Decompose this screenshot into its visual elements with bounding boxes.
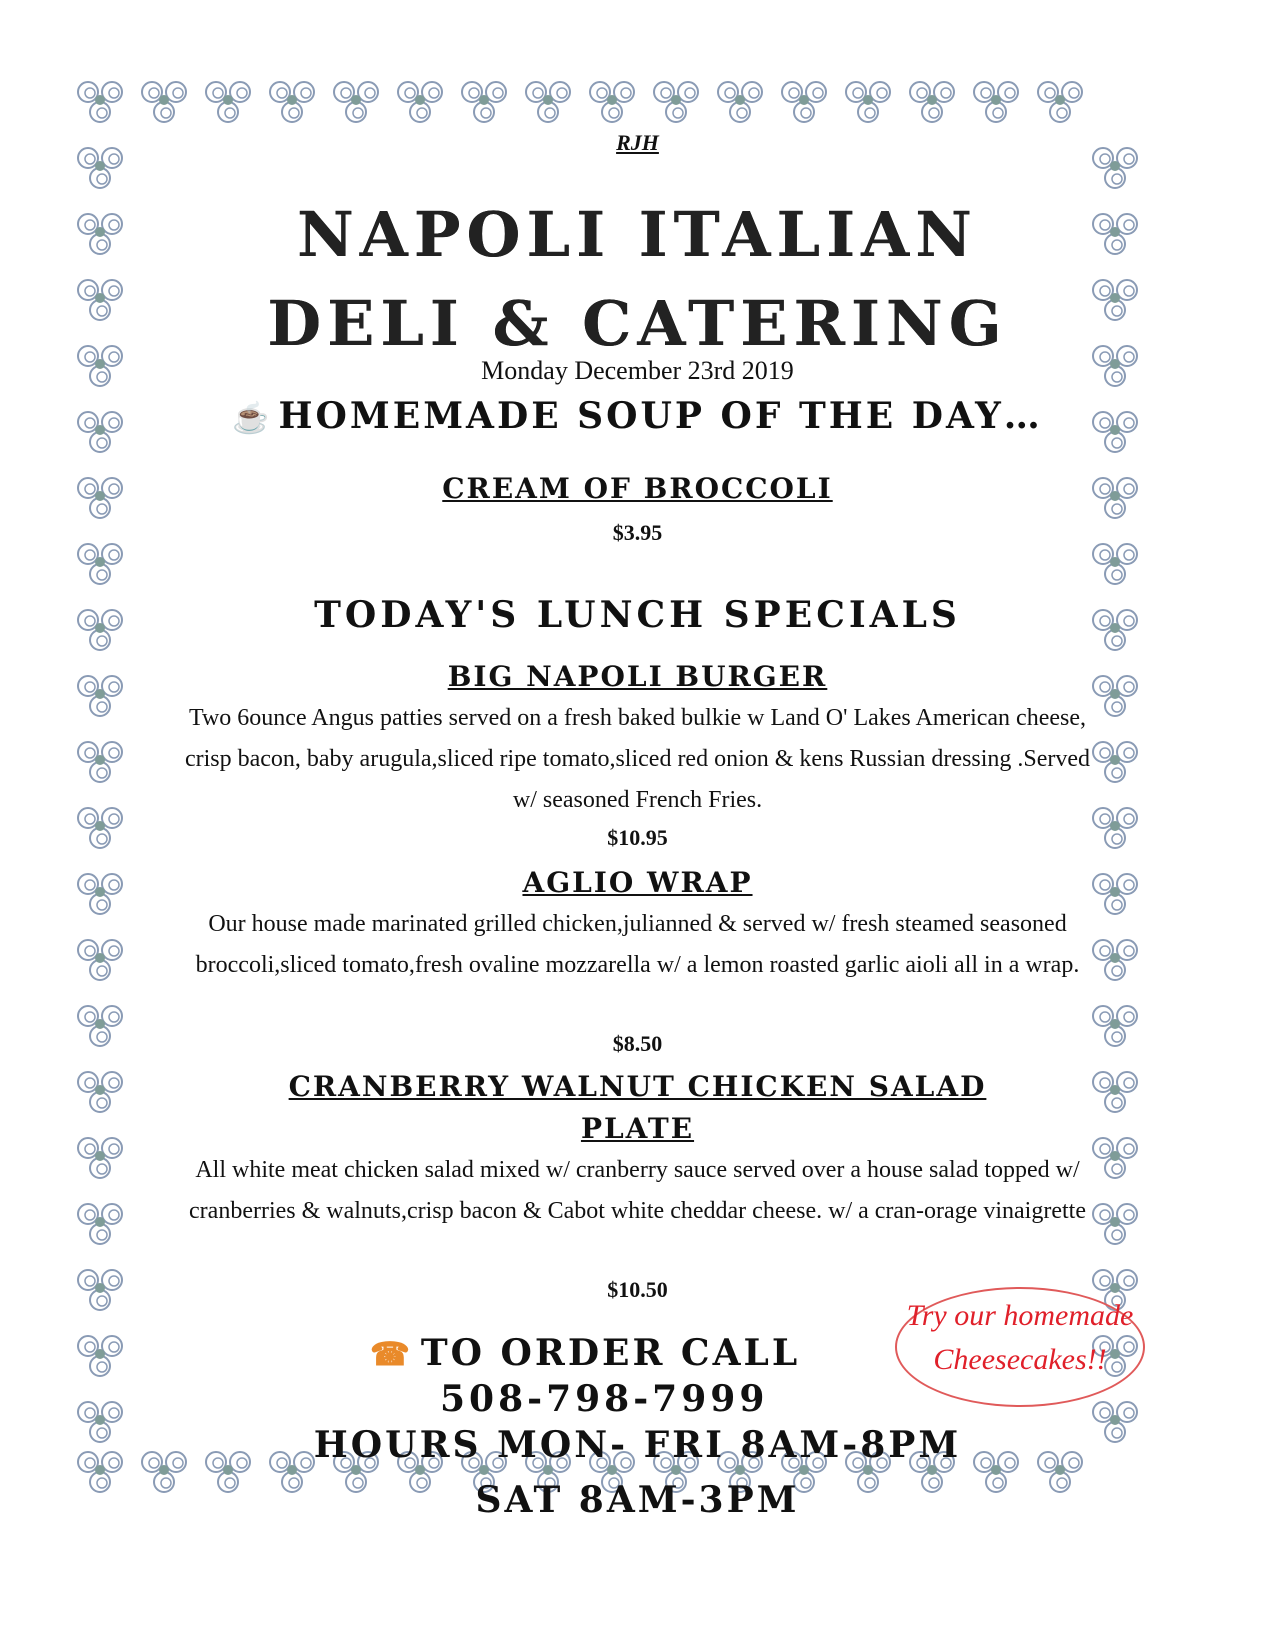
swirl-ornament xyxy=(526,82,570,122)
swirl-ornament xyxy=(334,82,378,122)
swirl-ornament xyxy=(910,82,954,122)
item-price-burger: $10.95 xyxy=(607,825,668,850)
swirl-ornament xyxy=(398,82,442,122)
page-title-line-2: DELI & CATERING xyxy=(267,287,1008,360)
menu-date: Monday December 23rd 2019 xyxy=(481,356,794,385)
swirl-ornament xyxy=(78,940,122,980)
order-phone-number: 508-798-7999 xyxy=(440,1378,769,1420)
swirl-ornament xyxy=(782,82,826,122)
swirl-ornament xyxy=(974,82,1018,122)
swirl-ornament xyxy=(78,82,122,122)
item-description-burger: Two 6ounce Angus patties served on a fresh baked bulkie w Land O' Lakes American cheese, crisp bacon, baby arugula,sliced ripe tomato,sliced red onion & kens Russian dressing .Served w/ seasoned French Fries. xyxy=(184,705,1091,813)
swirl-ornament xyxy=(206,82,250,122)
soup-heading xyxy=(0,395,1275,437)
swirl-ornament xyxy=(1093,940,1137,980)
telephone-icon: ☎ xyxy=(370,1335,413,1373)
swirl-ornament xyxy=(78,742,122,782)
swirl-ornament xyxy=(462,82,506,122)
swirl-ornament xyxy=(1038,82,1082,122)
swirl-ornament xyxy=(1093,1204,1137,1244)
initials: RJH xyxy=(616,130,659,155)
swirl-ornament xyxy=(590,82,634,122)
swirl-ornament xyxy=(78,544,122,584)
soup-name: CREAM OF BROCCOLI xyxy=(442,472,833,505)
soup-heading-text: HOMEMADE SOUP OF THE DAY… xyxy=(278,395,1043,437)
item-description-salad: All white meat chicken salad mixed w/ cranberry sauce served over a house salad topped w/ cranberries & walnuts,crisp bacon & Cabot white cheddar cheese. w/ a cran-orage vinaigrette xyxy=(189,1157,1086,1224)
swirl-ornament xyxy=(142,82,186,122)
swirl-ornament xyxy=(78,1204,122,1244)
item-name-wrap: AGLIO WRAP xyxy=(522,866,753,899)
coffee-cup-icon: ☕ xyxy=(232,401,273,436)
cheesecake-callout xyxy=(895,1287,1145,1407)
item-description-wrap: Our house made marinated grilled chicken,julianned & served w/ fresh steamed seasoned broccoli,sliced tomato,fresh ovaline mozzarella w/ a lemon roasted garlic aioli all in a wrap. xyxy=(195,911,1080,978)
swirl-ornament xyxy=(654,82,698,122)
swirl-ornament xyxy=(270,82,314,122)
swirl-ornament xyxy=(1093,742,1137,782)
hours-weekday: HOURS MON- FRI 8AM-8PM xyxy=(313,1424,962,1466)
cheesecake-line-1: Try our homemade xyxy=(906,1299,1134,1332)
soup-price: $3.95 xyxy=(612,520,663,545)
hours-saturday: SAT 8AM-3PM xyxy=(475,1479,800,1521)
page-title-line-1: NAPOLI ITALIAN xyxy=(297,198,978,271)
item-name-salad-line-1: CRANBERRY WALNUT CHICKEN SALAD xyxy=(288,1070,987,1103)
swirl-ornament xyxy=(846,82,890,122)
swirl-ornament xyxy=(78,1336,122,1376)
cheesecake-line-2: Cheesecakes!! xyxy=(933,1343,1107,1376)
swirl-ornament xyxy=(1093,544,1137,584)
order-call-label: TO ORDER CALL xyxy=(420,1332,801,1374)
item-price-salad: $10.50 xyxy=(607,1277,668,1302)
swirl-ornament xyxy=(718,82,762,122)
specials-heading: TODAY'S LUNCH SPECIALS xyxy=(314,594,961,636)
item-name-salad-line-2: PLATE xyxy=(580,1112,695,1145)
order-call-line xyxy=(370,1332,890,1374)
item-name-burger: BIG NAPOLI BURGER xyxy=(447,660,828,693)
item-price-wrap: $8.50 xyxy=(612,1031,663,1056)
